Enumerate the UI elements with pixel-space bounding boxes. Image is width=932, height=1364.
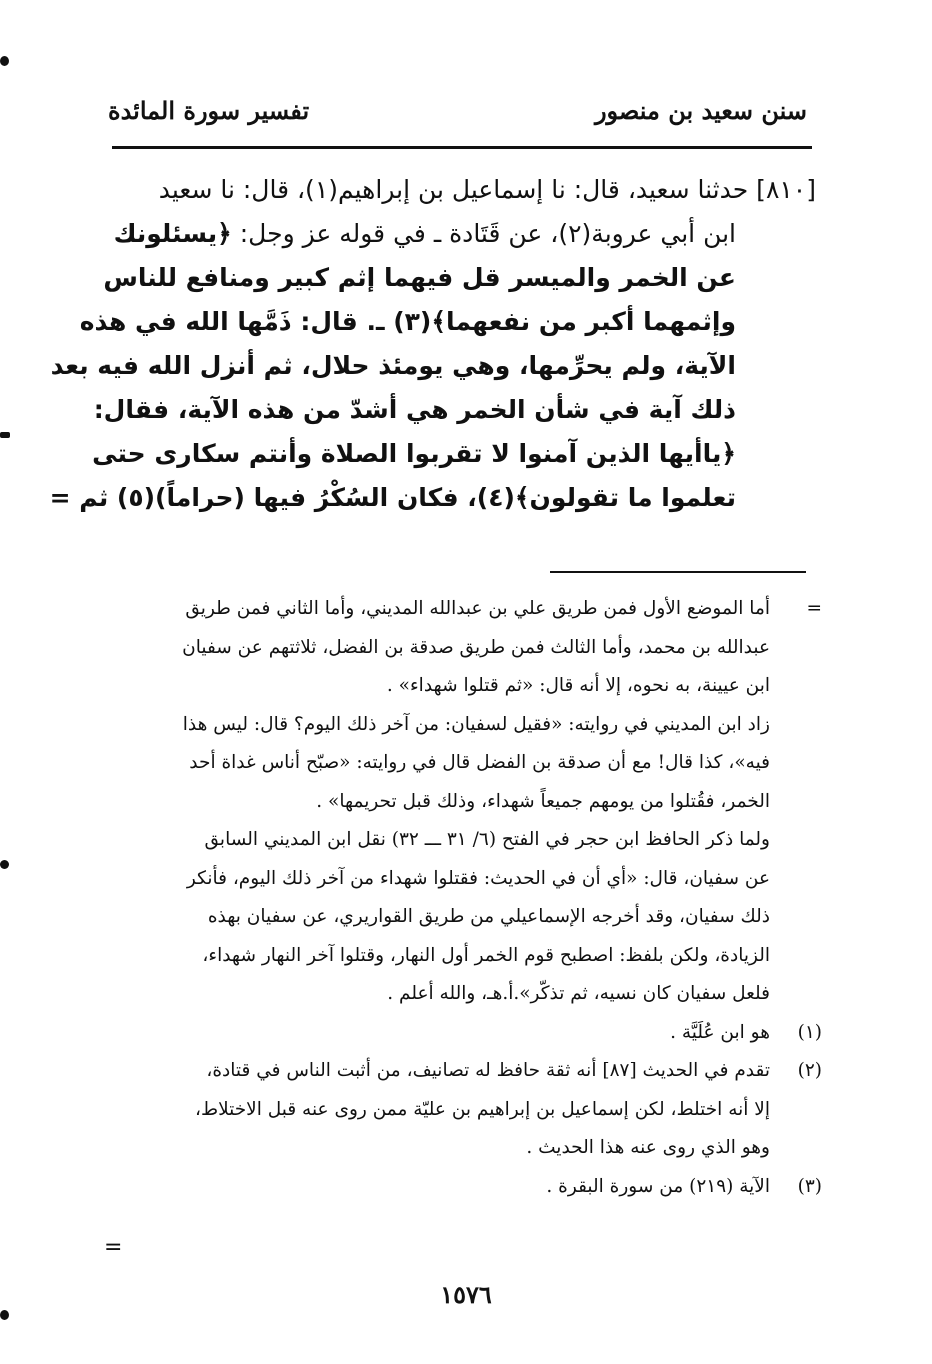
main-line: [49, 476, 816, 520]
quran-text-span: ﴿ياأيها الذين آمنوا لا تقربوا الصلاة وأنتم سكارى حتى: [92, 439, 736, 468]
footnote-line: [112, 1168, 822, 1207]
scan-mark: [0, 432, 10, 438]
footnote-text: عن سفيان، قال: «أي أن في الحديث: فقتلوا شهداء من آخر ذلك اليوم، فأنكر: [186, 867, 770, 889]
footnote-line: [112, 744, 822, 783]
main-line: [103, 256, 816, 300]
footnote-text: فلعل سفيان كان نسيه، ثم تذكّر».أ.هـ، والله أعلم .: [387, 983, 770, 1004]
main-text-span: ذلك آية في شأن الخمر هي أشدّ من هذه الآية، فقال:: [93, 395, 736, 424]
footnote-line: [112, 706, 822, 745]
footnote-text: الزيادة، ولكن بلفظ: اصطبح قوم الخمر أول النهار، وقتلوا آخر النهار شهداء،: [202, 944, 770, 966]
footnote-text: ذلك سفيان، وقد أخرجه الإسماعيلي من طريق القواريري، عن سفيان بهذه: [207, 906, 770, 927]
continuation-marker: =: [806, 598, 822, 619]
quran-text-span: تعلموا ما تقولون﴾(٤)، فكان السُكْرُ فيها (حراماً)(٥) ثم =: [49, 483, 736, 512]
main-line: [92, 432, 816, 476]
footnote-number: (١): [797, 1021, 822, 1043]
footnote-text: تقدم في الحديث [٨٧] أنه ثقة حافظ له تصانيف، من أثبت الناس في قتادة،: [206, 1060, 770, 1081]
scan-mark: [0, 1310, 9, 1320]
running-header-section-title: تفسير سورة المائدة: [108, 96, 310, 125]
footnote-text: إلا أنه اختلط، لكن إسماعيل بن إبراهيم بن عليّة ممن روى عنه قبل الاختلاط،: [195, 1098, 770, 1120]
footnote-text: زاد ابن المديني في روايته: «فقيل لسفيان: من آخر ذلك اليوم؟ قال: ليس هذا: [182, 713, 770, 735]
main-text: [49, 168, 816, 520]
footnote-number: (٢): [797, 1060, 822, 1081]
main-line: [114, 168, 816, 212]
main-text-span: الآية، ولم يحرِّمها، وهي يومئذ حلال، ثم أنزل الله فيه بعد: [50, 351, 736, 380]
footnote-text: الخمر، فقُتلوا من يومهم جميعاً شهداء، وذلك قبل تحريمها» .: [316, 790, 770, 812]
main-line: [93, 388, 816, 432]
main-text-span: ابن أبي عروبة(٢)، عن قَتَادة ـ في قوله عز وجل:: [231, 219, 736, 248]
footnote-line: [112, 1014, 822, 1053]
footnote-line: [112, 821, 822, 860]
footnote-line: [112, 1052, 822, 1091]
running-header-book-title: سنن سعيد بن منصور: [594, 96, 807, 125]
footnote-text: ابن عيينة، به نحوه، إلا أنه قال: «ثم قتلوا شهداء» .: [386, 675, 770, 696]
footnote-line: [112, 783, 822, 822]
footnote-line: [112, 667, 822, 706]
footnote-number: (٣): [797, 1175, 822, 1197]
main-line: [114, 212, 816, 256]
main-text-span: حدثنا سعيد، قال: نا إسماعيل بن إبراهيم(١)، قال: نا سعيد: [158, 175, 749, 204]
quran-text-span: وإثمهما أكبر من نفعهما﴾(٣) ـ. قال: ذَمَّها الله في هذه: [79, 307, 736, 336]
scan-mark: [0, 860, 9, 869]
footnote-line: [112, 629, 822, 668]
page-number: ١٥٧٦: [440, 1280, 492, 1309]
quran-text-span: ﴿يسئلونك: [113, 219, 232, 248]
hadith-number: [٨١٠]: [756, 175, 816, 204]
quran-text-span: عن الخمر والميسر قل فيهما إثم كبير ومنافع للناس: [103, 263, 736, 292]
footnote-text: وهو الذي روى عنه هذا الحديث .: [526, 1137, 770, 1158]
footnote-text: عبدالله بن محمد، وأما الثالث فمن طريق صدقة بن الفضل، ثلاثتهم عن سفيان: [182, 636, 770, 658]
main-line: [79, 300, 816, 344]
footnote-text: هو ابن عُلَيَّة .: [670, 1021, 770, 1043]
continuation-mark: =: [104, 1235, 123, 1260]
footnote-text: أما الموضع الأول فمن طريق علي بن عبدالله المديني، وأما الثاني فمن طريق: [185, 598, 770, 619]
main-line: [50, 344, 816, 388]
footnote-separator: [550, 571, 806, 573]
footnotes: [112, 590, 822, 1206]
footnote-line: [112, 898, 822, 937]
footnote-text: فيه»، كذا قال! مع أن صدقة بن الفضل قال في روايته: «صبّح أناس غداة أحد: [189, 752, 770, 773]
scan-mark: [0, 56, 9, 66]
footnote-line: [112, 975, 822, 1014]
footnote-line: [112, 937, 822, 976]
footnote-line: [112, 1129, 822, 1168]
footnote-line: [112, 590, 822, 629]
footnote-text: الآية (٢١٩) من سورة البقرة .: [546, 1175, 770, 1197]
footnote-line: [112, 1091, 822, 1130]
footnote-line: [112, 860, 822, 899]
footnote-text: ولما ذكر الحافظ ابن حجر في الفتح (٦/ ٣١ ـــ ٣٢) نقل ابن المديني السابق: [204, 829, 770, 850]
header-rule: [112, 146, 812, 149]
